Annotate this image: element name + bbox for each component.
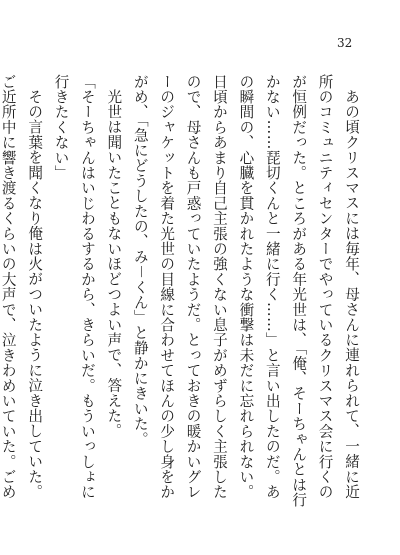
page-number: 32 [337,36,353,50]
paragraph-3-dialogue: 「そーちゃんはいじわるするから、きらいだ。もういっしょに行きたくない」 [52,74,96,500]
paragraph-4: その言葉を聞くなり俺は火がついたように泣き出していた。ご近所中に響き渡るくらいの大声で、泣きわめいていた。ごめ [0,74,44,500]
vertical-text-body [0,74,364,514]
paragraph-2: 光世は聞いたこともないほどつよい声で、答えた。 [105,88,123,439]
paragraph-1: あの頃クリスマスには毎年、母さんに連れられて、一緒に近所のコミュニティセンターでやっているクリスマス会に行くのが恒例だった。ところがある年光世は、「俺、そーちゃんとは行かない……琵切くんと一緒に行く……」と言い出したのだ。あの瞬間の、心臓を貫かれたような衝撃は未だに忘れられない。日頃からあまり自己主張の強くない息子がめずらしく主張したので、母さんも戸惑っていたようだ。とっておきの暖かいグレーのジャケットを着た光世の目線に合わせてほんの少し身をかがめ、「急にどうしたの、み－くん」と静かにきいた。 [131,74,360,508]
